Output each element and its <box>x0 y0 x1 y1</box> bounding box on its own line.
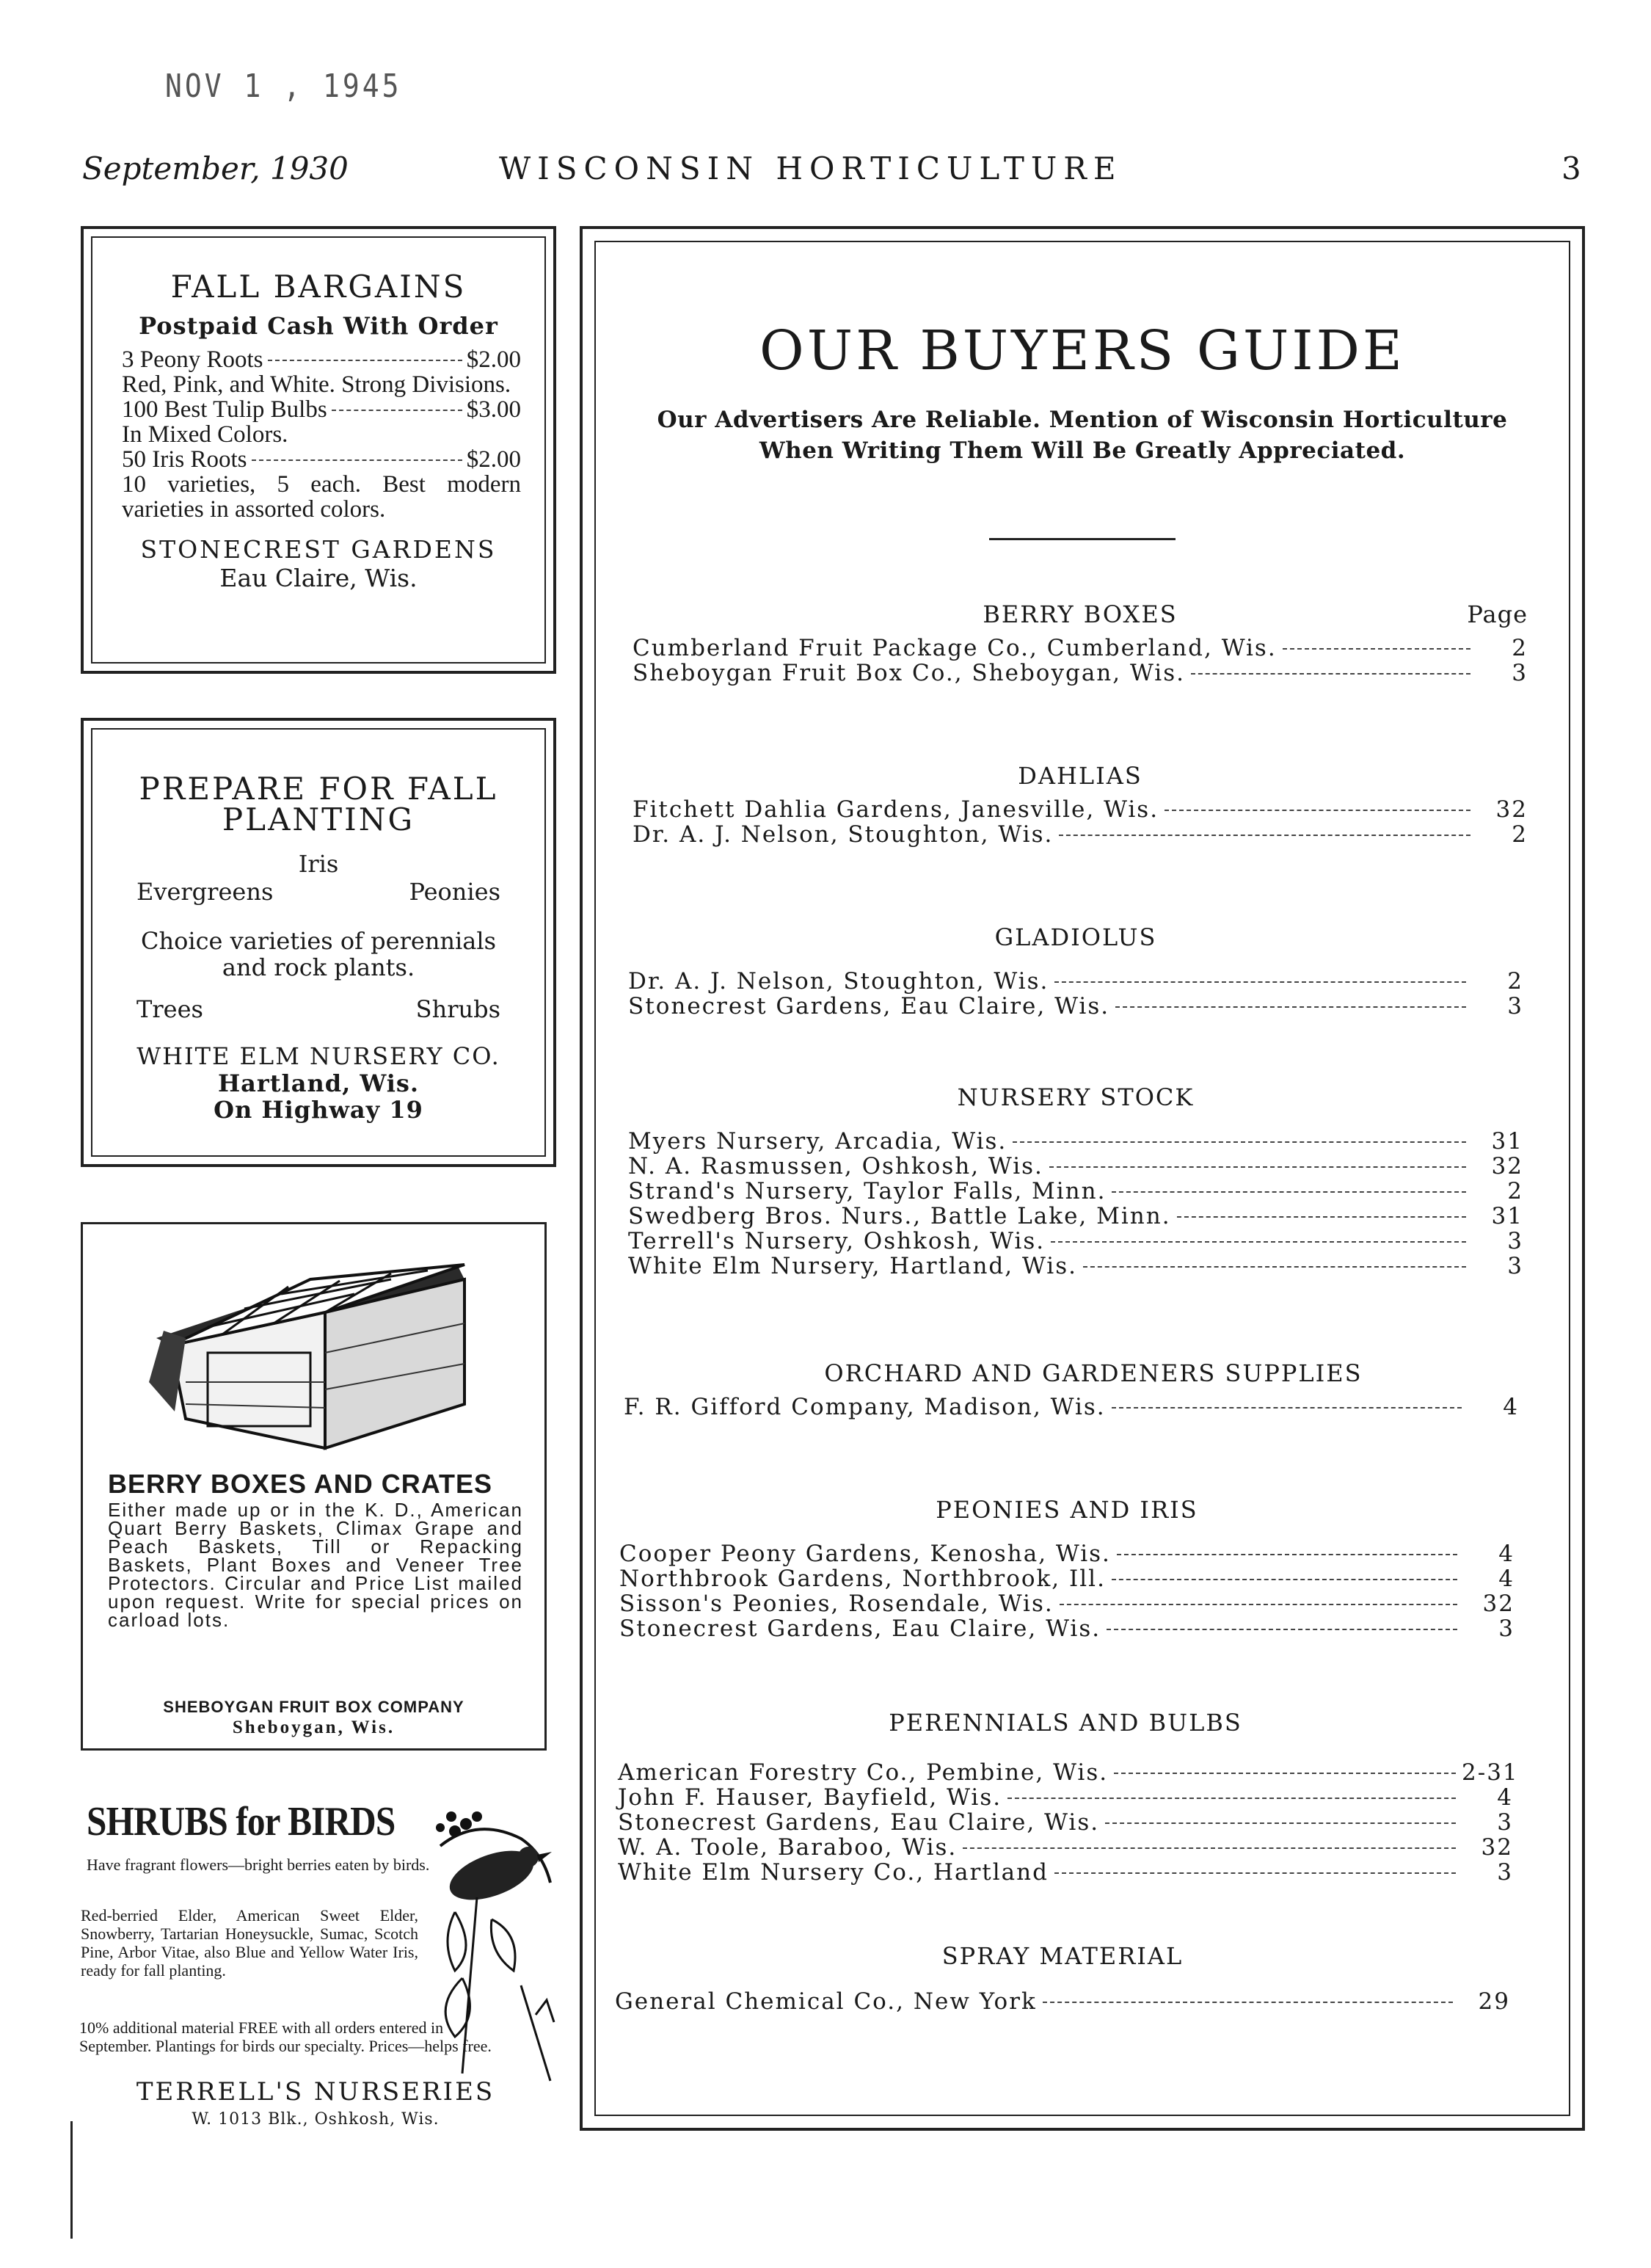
prepare-planting-iris: Iris <box>298 850 339 878</box>
guide-section-heading-text: BERRY BOXES <box>983 600 1178 628</box>
shrubs-for-birds-title: SHRUBS for BIRDS <box>87 1799 396 1844</box>
guide-section-gladiolus <box>628 923 1523 1019</box>
guide-entry-name: Swedberg Bros. Nurs., Battle Lake, Minn. <box>628 1203 1171 1229</box>
prepare-planting-evergreens: Evergreens <box>136 878 274 906</box>
guide-entry-name: American Forestry Co., Pembine, Wis. <box>618 1759 1109 1786</box>
leader-dots <box>1283 648 1470 650</box>
guide-entry-name: General Chemical Co., New York <box>615 1988 1037 2015</box>
prepare-planting-row-1 <box>92 878 544 906</box>
buyers-guide-title: OUR BUYERS GUIDE <box>759 319 1405 382</box>
guide-section-heading: GLADIOLUS <box>994 923 1157 951</box>
guide-section-orchard <box>624 1359 1519 1420</box>
guide-entry-name: Northbrook Gardens, Northbrook, Ill. <box>619 1566 1106 1592</box>
guide-entry <box>633 822 1528 847</box>
shrubs-for-birds-intro: Have fragrant flowers—bright berries eaten by birds. <box>87 1856 430 1874</box>
guide-entry-page: 31 <box>1491 1203 1523 1229</box>
berry-boxes-ad-title: BERRY BOXES AND CRATES <box>108 1469 493 1499</box>
page-number: 3 <box>1561 150 1581 186</box>
shrubs-for-birds-offer: 10% additional material FREE with all orders entered in September. Plantings for birds our specialty. Prices—helps free. <box>79 2018 492 2055</box>
guide-entry-name: John F. Hauser, Bayfield, Wis. <box>618 1784 1002 1811</box>
leader-dots <box>1043 2002 1453 2003</box>
bargain-item-desc: 10 varieties, 5 each. Best modern varieties in assorted colors. <box>122 471 521 523</box>
leader-dots <box>1114 1773 1456 1774</box>
guide-section-heading: SPRAY MATERIAL <box>941 1942 1184 1970</box>
guide-entry-page: 2 <box>1512 821 1528 848</box>
guide-entry-page: 32 <box>1482 1591 1515 1617</box>
guide-section-heading: ORCHARD AND GARDENERS SUPPLIES <box>824 1359 1363 1387</box>
berry-boxes-ad-location: Sheboygan, Wis. <box>232 1718 396 1737</box>
berry-crate-illustration <box>142 1235 486 1455</box>
guide-section-dahlias <box>633 762 1528 847</box>
guide-entry <box>628 1254 1523 1279</box>
berry-boxes-ad-text: Either made up or in the K. D., American Quart Berry Baskets, Climax Grape and Peach Baskets, Till or Repacking Baskets, Plant Boxes and Veneer Tree Protectors. Circular and Price List mailed upon request. Write for special prices on carload lots. <box>108 1499 523 1631</box>
guide-entry-page: 3 <box>1507 1253 1523 1279</box>
guide-entry-name: Myers Nursery, Arcadia, Wis. <box>628 1128 1007 1155</box>
guide-entry-name: Fitchett Dahlia Gardens, Janesville, Wis. <box>633 796 1159 823</box>
guide-section-heading: NURSERY STOCK <box>957 1083 1195 1111</box>
leader-dots <box>963 1847 1456 1849</box>
issue-date: September, 1930 <box>82 150 349 186</box>
guide-entry-page: 29 <box>1478 1988 1510 2015</box>
guide-entry <box>628 994 1523 1019</box>
guide-entry-name: Stonecrest Gardens, Eau Claire, Wis. <box>628 993 1110 1019</box>
prepare-planting-inner-border <box>91 728 546 1157</box>
leader-dots <box>1054 1872 1456 1874</box>
leader-dots <box>252 459 462 461</box>
bargain-item-price: $3.00 <box>466 396 521 423</box>
guide-entry <box>628 1179 1523 1204</box>
guide-entry <box>618 1860 1513 1885</box>
guide-entry <box>628 1129 1523 1154</box>
leader-dots <box>1054 981 1466 983</box>
guide-entry <box>628 1154 1523 1179</box>
guide-entry-page: 3 <box>1512 660 1528 686</box>
buyers-guide-inner-border <box>594 241 1570 2116</box>
guide-entry <box>619 1566 1515 1591</box>
guide-entry-name: Stonecrest Gardens, Eau Claire, Wis. <box>618 1809 1100 1836</box>
guide-entry-page: 3 <box>1498 1615 1515 1642</box>
leader-dots <box>1191 673 1470 675</box>
guide-section-heading: PERENNIALS AND BULBS <box>889 1709 1242 1737</box>
leader-dots <box>1049 1166 1466 1168</box>
guide-entry-name: Stonecrest Gardens, Eau Claire, Wis. <box>619 1615 1101 1642</box>
shrubs-for-birds-company: TERRELL'S NURSERIES <box>136 2077 495 2107</box>
bargain-item-name: 3 Peony Roots <box>122 346 263 373</box>
guide-entry <box>618 1759 1519 1786</box>
guide-entry-page: 3 <box>1507 1228 1523 1254</box>
publication-title: WISCONSIN HORTICULTURE <box>499 150 1123 186</box>
leader-dots <box>1112 1579 1457 1580</box>
guide-entry-name: W. A. Toole, Baraboo, Wis. <box>618 1834 958 1861</box>
prepare-planting-company: WHITE ELM NURSERY CO. <box>136 1042 500 1070</box>
fall-bargains-company: STONECREST GARDENS <box>140 535 497 564</box>
guide-entry <box>619 1616 1515 1641</box>
leader-dots <box>1060 1604 1457 1605</box>
bargain-item-price: $2.00 <box>466 446 521 473</box>
guide-entry-page: 2 <box>1507 968 1523 995</box>
received-date-stamp: NOV 1 , 1945 <box>165 67 402 105</box>
guide-entry <box>619 1591 1515 1616</box>
berry-boxes-ad-company: SHEBOYGAN FRUIT BOX COMPANY <box>163 1698 464 1716</box>
bargain-item-price: $2.00 <box>466 346 521 373</box>
fall-bargains-subtitle: Postpaid Cash With Order <box>139 312 498 340</box>
fall-bargains-title: FALL BARGAINS <box>170 269 467 305</box>
margin-rule <box>70 2121 73 2239</box>
prepare-planting-highway: On Highway 19 <box>214 1096 423 1124</box>
fall-bargains-inner-border <box>91 236 546 664</box>
guide-entry-page: 2-31 <box>1462 1759 1519 1786</box>
guide-entry-page: 32 <box>1491 1153 1523 1180</box>
leader-dots <box>1059 835 1470 836</box>
leader-dots <box>1007 1798 1456 1799</box>
guide-page-column-label: Page <box>1467 600 1528 628</box>
guide-entry <box>615 1989 1510 2014</box>
guide-entry-name: Cooper Peony Gardens, Kenosha, Wis. <box>619 1541 1111 1567</box>
guide-entry-name: White Elm Nursery, Hartland, Wis. <box>628 1253 1077 1279</box>
guide-entry-page: 2 <box>1507 1178 1523 1204</box>
leader-dots <box>1112 1407 1462 1409</box>
guide-entry <box>633 636 1528 661</box>
bargain-item <box>122 397 521 422</box>
leader-dots <box>1112 1191 1466 1193</box>
fall-bargains-ad <box>81 226 556 674</box>
buyers-guide-divider <box>989 538 1176 540</box>
guide-entry-name: White Elm Nursery Co., Hartland <box>618 1859 1049 1886</box>
guide-entry <box>628 969 1523 994</box>
guide-entry <box>628 1229 1523 1254</box>
guide-entry-page: 31 <box>1491 1128 1523 1155</box>
guide-entry-page: 4 <box>1498 1541 1515 1567</box>
guide-entry <box>633 797 1528 822</box>
guide-entry-name: Terrell's Nursery, Oshkosh, Wis. <box>628 1228 1046 1254</box>
guide-entry <box>618 1785 1513 1810</box>
guide-entry <box>619 1541 1515 1566</box>
bargain-item-desc: Red, Pink, and White. Strong Divisions. <box>122 371 511 398</box>
guide-entry-page: 4 <box>1497 1784 1513 1811</box>
leader-dots <box>1117 1554 1457 1555</box>
guide-section-spray-material <box>615 1942 1510 2014</box>
guide-entry <box>633 661 1528 686</box>
leader-dots <box>1083 1266 1466 1268</box>
guide-entry-name: Sisson's Peonies, Rosendale, Wis. <box>619 1591 1054 1617</box>
guide-entry-name: Dr. A. J. Nelson, Stoughton, Wis. <box>633 821 1054 848</box>
guide-entry-page: 4 <box>1498 1566 1515 1592</box>
fall-bargains-list <box>92 340 544 522</box>
leader-dots <box>1013 1141 1466 1143</box>
guide-entry-page: 4 <box>1503 1394 1519 1420</box>
guide-entry <box>628 1204 1523 1229</box>
leader-dots <box>1105 1822 1456 1824</box>
buyers-guide-subtitle-2: When Writing Them Will Be Greatly Appreciated. <box>759 437 1406 464</box>
bargain-item <box>122 447 521 472</box>
bargain-item-name: 100 Best Tulip Bulbs <box>122 396 327 423</box>
shrubs-for-birds-location: W. 1013 Blk., Oshkosh, Wis. <box>192 2110 440 2129</box>
guide-section-heading <box>633 600 1528 628</box>
guide-section-heading: DAHLIAS <box>1018 762 1142 790</box>
leader-dots <box>332 410 462 411</box>
guide-entry-page: 3 <box>1507 993 1523 1019</box>
guide-entry <box>618 1810 1513 1835</box>
prepare-planting-shrubs: Shrubs <box>415 995 500 1023</box>
buyers-guide <box>580 226 1585 2131</box>
guide-entry <box>618 1835 1513 1860</box>
buyers-guide-subtitle-1: Our Advertisers Are Reliable. Mention of Wisconsin Horticulture <box>657 407 1508 433</box>
prepare-planting-perennials: Choice varieties of perennials and rock plants. <box>141 927 496 981</box>
guide-entry-name: Strand's Nursery, Taylor Falls, Minn. <box>628 1178 1107 1204</box>
shrubs-for-birds-list: Red-berried Elder, American Sweet Elder, Snowberry, Tartarian Honeysuckle, Sumac, Scotch Pine, Arbor Vitae, also Blue and Yellow Water Iris, ready for fall planting. <box>81 1906 418 1980</box>
prepare-planting-row-2 <box>92 995 544 1023</box>
guide-entry-name: Sheboygan Fruit Box Co., Sheboygan, Wis. <box>633 660 1185 686</box>
guide-section-peonies-iris <box>619 1496 1515 1641</box>
guide-entry-name: Cumberland Fruit Package Co., Cumberland, Wis. <box>633 635 1277 661</box>
prepare-planting-trees: Trees <box>136 995 203 1023</box>
fall-bargains-location: Eau Claire, Wis. <box>219 564 418 592</box>
berry-boxes-ad <box>81 1222 547 1751</box>
leader-dots <box>268 360 462 361</box>
guide-entry-page: 32 <box>1495 796 1528 823</box>
bargain-item-name: 50 Iris Roots <box>122 446 247 473</box>
guide-section-heading: PEONIES AND IRIS <box>936 1496 1198 1524</box>
guide-entry <box>624 1395 1519 1420</box>
guide-section-berry-boxes <box>633 600 1528 686</box>
guide-entry-name: Dr. A. J. Nelson, Stoughton, Wis. <box>628 968 1049 995</box>
leader-dots <box>1107 1629 1457 1630</box>
guide-section-nursery-stock <box>628 1083 1523 1279</box>
guide-entry-name: N. A. Rasmussen, Oshkosh, Wis. <box>628 1153 1043 1180</box>
bargain-item <box>122 347 521 372</box>
prepare-planting-ad <box>81 718 556 1167</box>
leader-dots <box>1177 1216 1466 1218</box>
guide-entry-name: F. R. Gifford Company, Madison, Wis. <box>624 1394 1106 1420</box>
leader-dots <box>1165 810 1470 811</box>
leader-dots <box>1051 1241 1466 1243</box>
guide-entry-page: 2 <box>1512 635 1528 661</box>
guide-section-perennials-bulbs <box>618 1709 1519 1886</box>
guide-entry-page: 32 <box>1481 1834 1513 1861</box>
bargain-item-desc: In Mixed Colors. <box>122 421 288 448</box>
prepare-planting-peonies: Peonies <box>409 878 500 906</box>
leader-dots <box>1115 1006 1466 1008</box>
guide-entry-page: 3 <box>1497 1809 1513 1836</box>
guide-entry-page: 3 <box>1497 1859 1513 1886</box>
prepare-planting-location: Hartland, Wis. <box>217 1069 420 1097</box>
prepare-planting-title: PREPARE FOR FALL PLANTING <box>139 771 498 837</box>
